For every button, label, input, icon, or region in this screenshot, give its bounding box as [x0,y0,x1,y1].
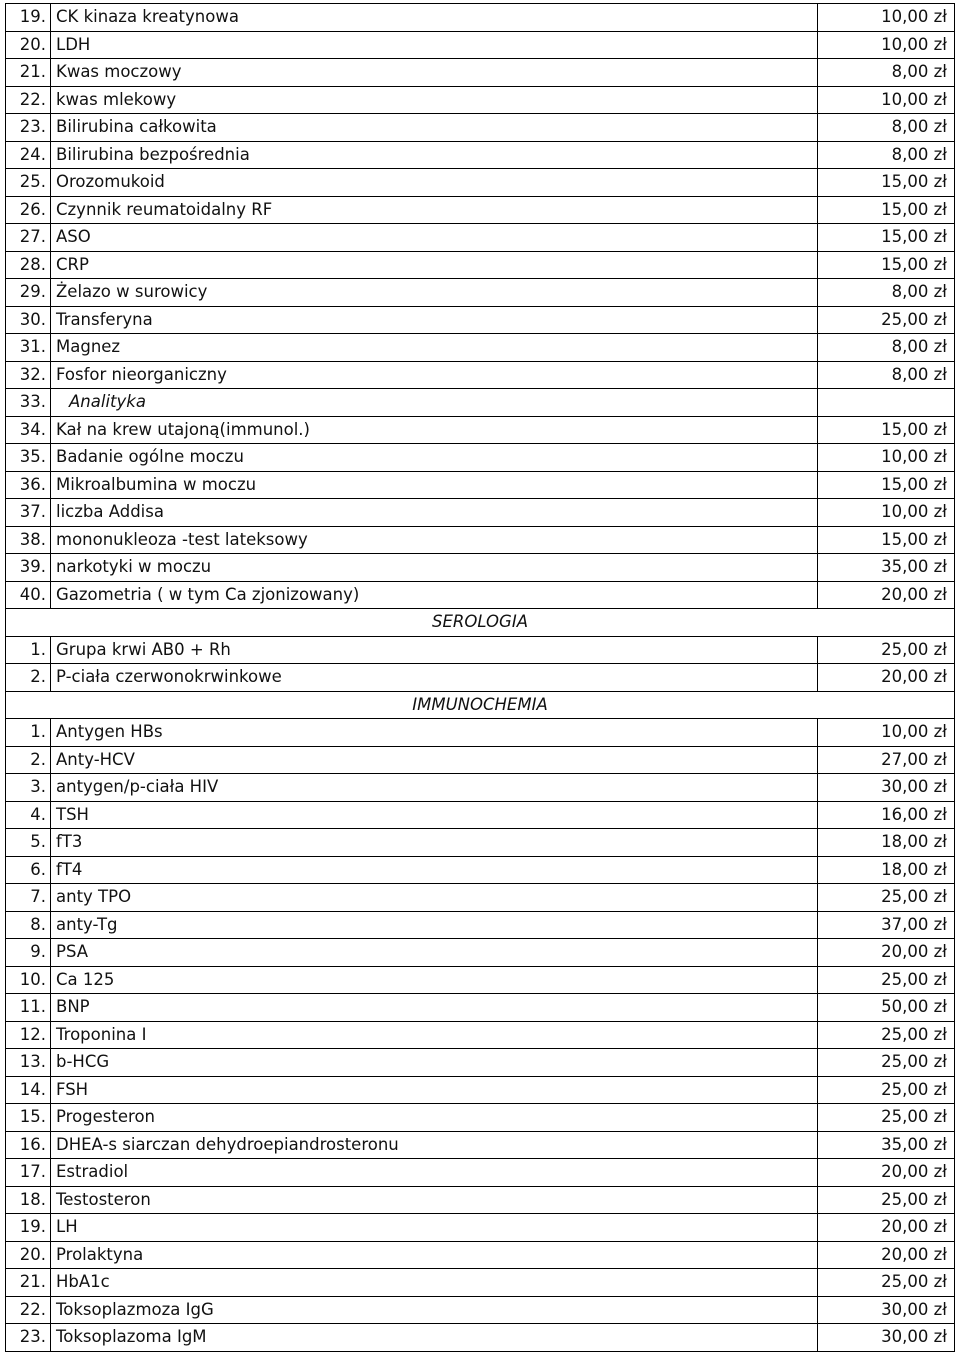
table-row [6,86,955,114]
test-name: DHEA-s siarczan dehydroepiandrosteronu [51,1131,818,1159]
row-number: 9. [6,939,51,967]
table-row [6,664,955,692]
row-number: 15. [6,1104,51,1132]
row-number: 35. [6,444,51,472]
row-number: 14. [6,1076,51,1104]
test-name: Fosfor nieorganiczny [51,361,818,389]
test-name: Żelazo w surowicy [51,279,818,307]
table-row [6,911,955,939]
test-name: Testosteron [51,1186,818,1214]
row-number: 23. [6,114,51,142]
test-price: 25,00 zł [818,1104,955,1132]
table-row [6,636,955,664]
row-number: 12. [6,1021,51,1049]
row-number: 17. [6,1159,51,1187]
test-price: 16,00 zł [818,801,955,829]
test-price: 37,00 zł [818,911,955,939]
row-number: 29. [6,279,51,307]
table-row [6,471,955,499]
table-row [6,1269,955,1297]
test-price: 50,00 zł [818,994,955,1022]
price-list-body [6,4,955,1352]
row-number: 31. [6,334,51,362]
test-price: 8,00 zł [818,334,955,362]
table-row [6,169,955,197]
test-name: Analityka [51,389,818,417]
row-number: 8. [6,911,51,939]
test-price: 27,00 zł [818,746,955,774]
row-number: 11. [6,994,51,1022]
table-row [6,1131,955,1159]
test-price: 8,00 zł [818,59,955,87]
test-name: BNP [51,994,818,1022]
test-name: kwas mlekowy [51,86,818,114]
table-row [6,554,955,582]
row-number: 7. [6,884,51,912]
table-row [6,884,955,912]
row-number: 4. [6,801,51,829]
table-row [6,581,955,609]
table-row [6,801,955,829]
section-title: SEROLOGIA [6,609,955,637]
test-name: Magnez [51,334,818,362]
test-price: 15,00 zł [818,224,955,252]
table-row [6,59,955,87]
table-row [6,1159,955,1187]
table-row [6,389,955,417]
test-name: CK kinaza kreatynowa [51,4,818,32]
test-price: 20,00 zł [818,1214,955,1242]
table-row [6,306,955,334]
test-price: 18,00 zł [818,856,955,884]
test-price: 25,00 zł [818,1021,955,1049]
row-number: 1. [6,719,51,747]
row-number: 18. [6,1186,51,1214]
test-price: 15,00 zł [818,169,955,197]
test-name: narkotyki w moczu [51,554,818,582]
test-price: 25,00 zł [818,884,955,912]
test-name: TSH [51,801,818,829]
row-number: 23. [6,1324,51,1352]
test-name: Kał na krew utajoną(immunol.) [51,416,818,444]
test-price: 10,00 zł [818,444,955,472]
row-number: 32. [6,361,51,389]
test-name: Orozomukoid [51,169,818,197]
test-name: anty TPO [51,884,818,912]
table-row [6,416,955,444]
table-row [6,719,955,747]
row-number: 16. [6,1131,51,1159]
test-price: 15,00 zł [818,526,955,554]
table-row [6,361,955,389]
test-price: 20,00 zł [818,1241,955,1269]
row-number: 22. [6,86,51,114]
test-price: 35,00 zł [818,1131,955,1159]
test-price: 30,00 zł [818,774,955,802]
test-price: 15,00 zł [818,471,955,499]
section-header-row [6,691,955,719]
table-row [6,774,955,802]
test-name: Bilirubina bezpośrednia [51,141,818,169]
table-row [6,966,955,994]
table-row [6,1324,955,1352]
test-name: Transferyna [51,306,818,334]
test-name: Kwas moczowy [51,59,818,87]
row-number: 36. [6,471,51,499]
table-row [6,334,955,362]
row-number: 21. [6,1269,51,1297]
table-row [6,1076,955,1104]
test-price: 15,00 zł [818,251,955,279]
row-number: 30. [6,306,51,334]
table-row [6,1104,955,1132]
test-name: Antygen HBs [51,719,818,747]
test-name: Toksoplazmoza IgG [51,1296,818,1324]
test-price: 10,00 zł [818,499,955,527]
table-row [6,499,955,527]
table-row [6,1021,955,1049]
test-price: 25,00 zł [818,306,955,334]
row-number: 5. [6,829,51,857]
test-name: Troponina I [51,1021,818,1049]
test-name: Czynnik reumatoidalny RF [51,196,818,224]
test-name: Badanie ogólne moczu [51,444,818,472]
table-row [6,746,955,774]
row-number: 13. [6,1049,51,1077]
test-name: anty-Tg [51,911,818,939]
test-name: ASO [51,224,818,252]
test-name: liczba Addisa [51,499,818,527]
test-name: P-ciała czerwonokrwinkowe [51,664,818,692]
table-row [6,1296,955,1324]
row-number: 6. [6,856,51,884]
row-number: 26. [6,196,51,224]
test-price: 20,00 zł [818,581,955,609]
test-name: Mikroalbumina w moczu [51,471,818,499]
row-number: 20. [6,1241,51,1269]
test-name: Progesteron [51,1104,818,1132]
row-number: 37. [6,499,51,527]
table-row [6,114,955,142]
price-list-table [5,3,955,1352]
table-row [6,856,955,884]
table-row [6,196,955,224]
test-price: 35,00 zł [818,554,955,582]
test-price: 25,00 zł [818,1049,955,1077]
test-name: mononukleoza -test lateksowy [51,526,818,554]
table-row [6,1186,955,1214]
test-name: HbA1c [51,1269,818,1297]
row-number: 34. [6,416,51,444]
table-row [6,224,955,252]
test-name: b-HCG [51,1049,818,1077]
test-price: 8,00 zł [818,361,955,389]
row-number: 40. [6,581,51,609]
test-name: LDH [51,31,818,59]
test-name: Estradiol [51,1159,818,1187]
row-number: 27. [6,224,51,252]
row-number: 38. [6,526,51,554]
test-name: antygen/p-ciała HIV [51,774,818,802]
table-row [6,251,955,279]
test-name: FSH [51,1076,818,1104]
test-name: fT4 [51,856,818,884]
row-number: 2. [6,746,51,774]
row-number: 19. [6,4,51,32]
test-price: 10,00 zł [818,31,955,59]
test-name: Ca 125 [51,966,818,994]
test-price: 8,00 zł [818,141,955,169]
test-price [818,389,955,417]
test-name: Toksoplazoma IgM [51,1324,818,1352]
table-row [6,31,955,59]
row-number: 24. [6,141,51,169]
table-row [6,444,955,472]
row-number: 1. [6,636,51,664]
test-price: 10,00 zł [818,86,955,114]
test-price: 8,00 zł [818,114,955,142]
test-name: Gazometria ( w tym Ca zjonizowany) [51,581,818,609]
test-name: CRP [51,251,818,279]
test-price: 18,00 zł [818,829,955,857]
test-price: 30,00 zł [818,1324,955,1352]
test-price: 15,00 zł [818,416,955,444]
test-price: 25,00 zł [818,636,955,664]
row-number: 22. [6,1296,51,1324]
test-price: 10,00 zł [818,4,955,32]
table-row [6,1241,955,1269]
row-number: 10. [6,966,51,994]
test-price: 20,00 zł [818,1159,955,1187]
test-name: Anty-HCV [51,746,818,774]
row-number: 25. [6,169,51,197]
table-row [6,279,955,307]
test-name: PSA [51,939,818,967]
row-number: 19. [6,1214,51,1242]
test-price: 15,00 zł [818,196,955,224]
table-row [6,4,955,32]
row-number: 33. [6,389,51,417]
row-number: 3. [6,774,51,802]
row-number: 39. [6,554,51,582]
test-price: 30,00 zł [818,1296,955,1324]
test-price: 8,00 zł [818,279,955,307]
table-row [6,939,955,967]
test-price: 10,00 zł [818,719,955,747]
test-price: 25,00 zł [818,1076,955,1104]
table-row [6,1214,955,1242]
table-row [6,994,955,1022]
test-name: Grupa krwi AB0 + Rh [51,636,818,664]
row-number: 28. [6,251,51,279]
table-row [6,526,955,554]
test-price: 25,00 zł [818,966,955,994]
test-price: 20,00 zł [818,939,955,967]
table-row [6,141,955,169]
test-price: 25,00 zł [818,1269,955,1297]
test-name: Bilirubina całkowita [51,114,818,142]
section-title: IMMUNOCHEMIA [6,691,955,719]
section-header-row [6,609,955,637]
row-number: 21. [6,59,51,87]
table-row [6,829,955,857]
test-name: LH [51,1214,818,1242]
table-row [6,1049,955,1077]
test-price: 20,00 zł [818,664,955,692]
test-price: 25,00 zł [818,1186,955,1214]
test-name: fT3 [51,829,818,857]
test-name: Prolaktyna [51,1241,818,1269]
row-number: 20. [6,31,51,59]
row-number: 2. [6,664,51,692]
